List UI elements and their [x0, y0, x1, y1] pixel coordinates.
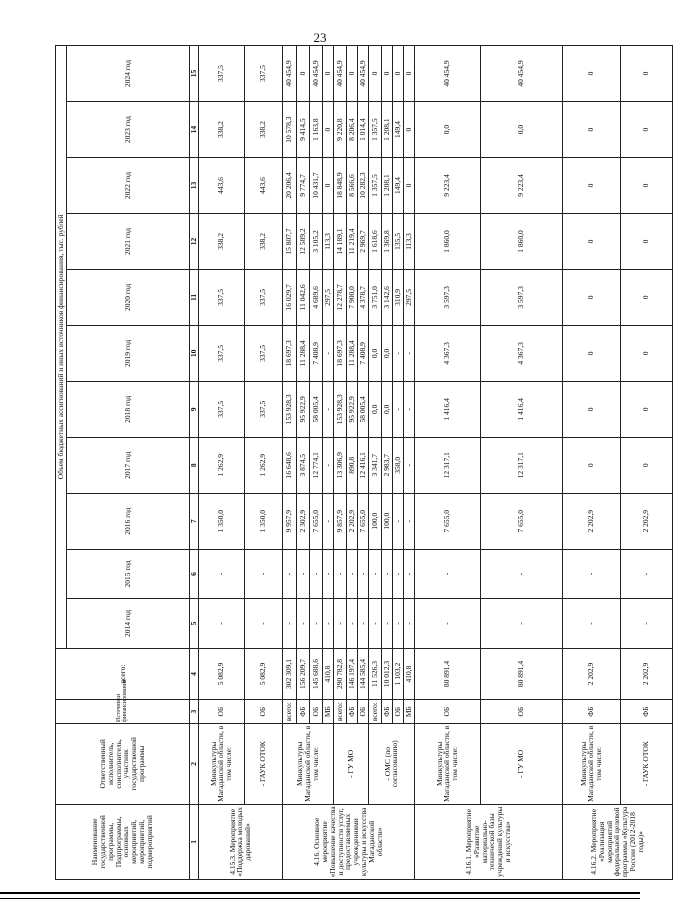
cell-value: 338,2	[244, 102, 282, 158]
cell-value: 145 688,6	[309, 648, 322, 700]
bottom-rule-2	[0, 898, 640, 899]
cell-value: 12 416,1	[357, 437, 368, 493]
cell-value: 0	[381, 46, 392, 102]
header-year: 2019 год	[66, 325, 189, 381]
cell-value: 7 655,0	[480, 493, 562, 549]
cell-value: 40 454,9	[357, 46, 368, 102]
cell-value: 0	[562, 437, 620, 493]
cell-value: -	[296, 599, 309, 648]
cell-value: 3 341,7	[368, 437, 381, 493]
column-number: 8	[189, 437, 198, 493]
cell-value: -	[244, 549, 282, 598]
cell-value: -	[403, 549, 414, 598]
cell-value: 0	[620, 102, 672, 158]
cell-value: 0	[620, 158, 672, 214]
cell-value: 1 350,0	[198, 493, 244, 549]
cell-source: ОБ	[357, 700, 368, 724]
cell-executor: - ГУ МО	[333, 723, 368, 804]
cell-value: 410,8	[403, 648, 414, 700]
cell-name: 4.16. Основное мероприятие «Повышение качества и доступности услуг, предоставляемых учреждениями культуры и искусства Магаданской области»	[282, 804, 414, 879]
table-row	[562, 46, 620, 880]
cell-value: 40 454,9	[333, 46, 346, 102]
cell-value: 0,0	[381, 381, 392, 437]
table-row	[282, 46, 296, 880]
table-row	[198, 46, 244, 880]
cell-value: 0	[620, 46, 672, 102]
cell-value: -	[562, 599, 620, 648]
cell-source: ОБ	[392, 700, 403, 724]
cell-value: -	[368, 599, 381, 648]
cell-value: 0	[562, 213, 620, 269]
cell-value: 16 648,6	[282, 437, 296, 493]
cell-value: 0	[562, 381, 620, 437]
cell-value: -	[322, 325, 333, 381]
cell-value: -	[282, 599, 296, 648]
cell-value: 338,2	[244, 213, 282, 269]
cell-name: 4.16.1. Мероприятие «Развитие материально-технической базы учреждений культуры и искусства»	[414, 804, 562, 879]
column-number: 13	[189, 158, 198, 214]
cell-source: ФБ	[346, 700, 357, 724]
cell-value: 2 202,9	[562, 648, 620, 700]
cell-executor: Минкультуры Магаданской области, в том числе:	[198, 723, 244, 804]
cell-value: 8 206,4	[346, 102, 357, 158]
column-number: 7	[189, 493, 198, 549]
table-row	[333, 46, 346, 880]
cell-value: 0	[562, 102, 620, 158]
header-year: 2014 год	[66, 599, 189, 648]
table-row	[480, 46, 562, 880]
cell-value: 100,0	[381, 493, 392, 549]
cell-value: 0	[296, 46, 309, 102]
cell-value: 1 350,0	[244, 493, 282, 549]
cell-value: 58 005,4	[357, 381, 368, 437]
cell-value: -	[322, 599, 333, 648]
cell-value: 1 416,4	[414, 381, 480, 437]
cell-value: -	[244, 599, 282, 648]
cell-value: 135,5	[392, 213, 403, 269]
cell-value: 153 928,3	[333, 381, 346, 437]
cell-value: -	[620, 599, 672, 648]
cell-value: 1 860,0	[414, 213, 480, 269]
cell-value: 1 618,6	[368, 213, 381, 269]
cell-value: -	[392, 381, 403, 437]
cell-value: 1 014,4	[357, 102, 368, 158]
table-row	[414, 46, 480, 880]
cell-value: 890,8	[346, 437, 357, 493]
cell-value: 2 202,9	[620, 648, 672, 700]
cell-value: 0	[620, 437, 672, 493]
cell-value: 0	[562, 325, 620, 381]
cell-value: 15 807,7	[282, 213, 296, 269]
cell-value: 80 891,4	[480, 648, 562, 700]
cell-value: 95 922,9	[296, 381, 309, 437]
cell-value: 80 891,4	[414, 648, 480, 700]
cell-value: 2 202,9	[562, 493, 620, 549]
cell-source: ОБ	[309, 700, 322, 724]
cell-value: 18 697,3	[333, 325, 346, 381]
cell-value: 2 202,9	[346, 493, 357, 549]
table-row	[244, 46, 282, 880]
header-executor: Ответственный исполнитель, соисполнитель, участник государственной программы	[56, 723, 190, 804]
cell-value: 4 689,6	[309, 269, 322, 325]
header-year: 2022 год	[66, 158, 189, 214]
cell-value: 7 900,0	[346, 269, 357, 325]
cell-value: 310,9	[392, 269, 403, 325]
cell-value: 0,0	[368, 325, 381, 381]
cell-executor: - ГУ МО	[480, 723, 562, 804]
cell-value: 338,2	[198, 102, 244, 158]
column-number: 4	[189, 648, 198, 700]
cell-value: -	[198, 599, 244, 648]
cell-value: 337,5	[244, 381, 282, 437]
cell-value: -	[322, 437, 333, 493]
cell-value: 9 957,9	[282, 493, 296, 549]
cell-value: 0,0	[480, 102, 562, 158]
column-number: 11	[189, 269, 198, 325]
cell-value: 12 317,1	[414, 437, 480, 493]
cell-value: 290 782,8	[333, 648, 346, 700]
cell-value: 9 774,7	[296, 158, 309, 214]
cell-value: 2 969,7	[357, 213, 368, 269]
cell-value: 302 309,1	[282, 648, 296, 700]
cell-value: 18 848,9	[333, 158, 346, 214]
cell-value: -	[403, 599, 414, 648]
cell-value: 149,4	[392, 102, 403, 158]
column-number: 14	[189, 102, 198, 158]
header-year: 2015 год	[66, 549, 189, 598]
cell-value: 9 223,4	[414, 158, 480, 214]
cell-value: 11 288,4	[296, 325, 309, 381]
cell-value: -	[368, 549, 381, 598]
cell-value: -	[480, 549, 562, 598]
cell-value: 13 306,9	[333, 437, 346, 493]
cell-value: 1 369,8	[381, 213, 392, 269]
cell-value: 3 105,2	[309, 213, 322, 269]
cell-value: 9 414,5	[296, 102, 309, 158]
cell-value: -	[403, 437, 414, 493]
cell-value: 1 357,5	[368, 102, 381, 158]
cell-value: -	[346, 599, 357, 648]
cell-value: -	[381, 549, 392, 598]
header-year: 2024 год	[66, 46, 189, 102]
cell-value: 11 042,6	[296, 269, 309, 325]
cell-value: 9 857,9	[333, 493, 346, 549]
header-name: Наименование государственной программы, Подпрограммы, основных мероприятий, мероприятий, подмероприятий	[56, 804, 190, 879]
header-funding-title: Объем бюджетных ассигнований и иных источников финансирования, тыс. рублей	[56, 46, 67, 649]
cell-source: ОБ	[198, 700, 244, 724]
cell-value: 0	[403, 158, 414, 214]
cell-value: 410,8	[322, 648, 333, 700]
cell-value: 3 874,5	[296, 437, 309, 493]
cell-value: 7 408,9	[309, 325, 322, 381]
cell-value: 2 202,9	[620, 493, 672, 549]
cell-value: 1 208,1	[381, 102, 392, 158]
cell-value: -	[392, 549, 403, 598]
cell-source: ОБ	[480, 700, 562, 724]
cell-executor: Минкультуры Магаданской области, в том числе:	[562, 723, 620, 804]
column-number: 10	[189, 325, 198, 381]
cell-value: 337,5	[198, 381, 244, 437]
cell-value: -	[346, 549, 357, 598]
cell-value: 4 367,3	[480, 325, 562, 381]
cell-value: 95 922,9	[346, 381, 357, 437]
cell-value: -	[392, 493, 403, 549]
cell-value: 0	[562, 46, 620, 102]
cell-value: -	[198, 549, 244, 598]
cell-value: 113,3	[322, 213, 333, 269]
cell-value: 3 751,0	[368, 269, 381, 325]
cell-value: 0,0	[414, 102, 480, 158]
cell-value: 0	[620, 269, 672, 325]
cell-value: 1 208,1	[381, 158, 392, 214]
cell-value: 338,2	[198, 213, 244, 269]
cell-value: 1 262,9	[198, 437, 244, 493]
cell-value: 7 655,0	[357, 493, 368, 549]
cell-value: 7 655,0	[414, 493, 480, 549]
header-row-1	[56, 46, 67, 880]
cell-executor: - ГАУК ОТОК	[620, 723, 672, 804]
cell-value: 337,5	[198, 269, 244, 325]
cell-value: 58 005,4	[309, 381, 322, 437]
cell-executor: Минкультуры Магаданской области, в том числе:	[414, 723, 480, 804]
cell-value: 0	[403, 46, 414, 102]
cell-value: 3 597,3	[414, 269, 480, 325]
cell-value: 1 262,9	[244, 437, 282, 493]
cell-value: 40 454,9	[309, 46, 322, 102]
cell-value: 0	[620, 381, 672, 437]
cell-value: 11 288,4	[346, 325, 357, 381]
cell-value: 337,5	[244, 46, 282, 102]
cell-value: 11 526,3	[368, 648, 381, 700]
cell-value: -	[322, 493, 333, 549]
cell-value: 1 416,4	[480, 381, 562, 437]
cell-value: -	[357, 599, 368, 648]
cell-value: 1 357,5	[368, 158, 381, 214]
cell-value: -	[403, 381, 414, 437]
cell-value: 443,6	[198, 158, 244, 214]
cell-value: 144 585,4	[357, 648, 368, 700]
table-body	[198, 46, 672, 880]
column-number: 12	[189, 213, 198, 269]
cell-value: 2 302,9	[296, 493, 309, 549]
cell-value: 297,5	[322, 269, 333, 325]
cell-value: 0	[620, 325, 672, 381]
cell-value: 12 317,1	[480, 437, 562, 493]
cell-value: -	[333, 549, 346, 598]
column-number: 3	[189, 700, 198, 724]
cell-source: ФБ	[296, 700, 309, 724]
cell-executor: - ГАУК ОТОК	[244, 723, 282, 804]
cell-value: 40 454,9	[282, 46, 296, 102]
cell-value: 0	[403, 102, 414, 158]
cell-value: 11 219,4	[346, 213, 357, 269]
header-year: 2017 год	[66, 437, 189, 493]
cell-source: МБ	[322, 700, 333, 724]
cell-value: 9 223,4	[480, 158, 562, 214]
cell-value: 337,5	[244, 325, 282, 381]
header-year: 2016 год	[66, 493, 189, 549]
cell-value: 156 209,7	[296, 648, 309, 700]
cell-value: 100,0	[368, 493, 381, 549]
cell-source: ОБ	[414, 700, 480, 724]
cell-value: 0,0	[381, 325, 392, 381]
funding-table	[55, 45, 673, 880]
cell-value: 5 082,9	[244, 648, 282, 700]
bottom-rule	[0, 892, 640, 894]
cell-value: -	[333, 599, 346, 648]
cell-value: 0,0	[368, 381, 381, 437]
header-year: 2020 год	[66, 269, 189, 325]
cell-value: 4 378,7	[357, 269, 368, 325]
cell-value: 0	[322, 102, 333, 158]
column-number: 6	[189, 549, 198, 598]
cell-value: 337,5	[198, 325, 244, 381]
cell-value: 9 220,8	[333, 102, 346, 158]
cell-value: 153 928,3	[282, 381, 296, 437]
cell-value: 2 983,7	[381, 437, 392, 493]
header-year: 2021 год	[66, 213, 189, 269]
header-year: 2018 год	[66, 381, 189, 437]
cell-value: 337,5	[244, 269, 282, 325]
cell-value: -	[282, 549, 296, 598]
cell-value: 0	[368, 46, 381, 102]
cell-value: 3 597,3	[480, 269, 562, 325]
rotated-table-block	[55, 45, 651, 880]
cell-value: -	[322, 381, 333, 437]
cell-executor: Минкультуры Магаданской области, в том числе:	[282, 723, 333, 804]
cell-value: 10 431,7	[309, 158, 322, 214]
cell-value: -	[403, 325, 414, 381]
cell-value: 0	[562, 269, 620, 325]
cell-source: ФБ	[562, 700, 620, 724]
cell-value: 149,4	[392, 158, 403, 214]
cell-value: -	[403, 493, 414, 549]
cell-value: -	[357, 549, 368, 598]
cell-value: 337,5	[198, 46, 244, 102]
column-number-row	[189, 46, 198, 880]
column-number: 5	[189, 599, 198, 648]
cell-source: всего:	[282, 700, 296, 724]
cell-source: всего:	[368, 700, 381, 724]
cell-value: 146 197,4	[346, 648, 357, 700]
cell-value: 5 082,9	[198, 648, 244, 700]
header-total: всего:	[56, 648, 190, 700]
cell-value: 0	[322, 46, 333, 102]
cell-source: ФБ	[620, 700, 672, 724]
cell-value: 0	[346, 46, 357, 102]
header-source: Источники финансирования	[56, 700, 190, 724]
cell-value: 4 367,3	[414, 325, 480, 381]
cell-value: 443,6	[244, 158, 282, 214]
cell-value: -	[620, 549, 672, 598]
header-year: 2023 год	[66, 102, 189, 158]
cell-value: 1 163,8	[309, 102, 322, 158]
page-number: 23	[313, 30, 327, 45]
cell-value: 113,3	[403, 213, 414, 269]
cell-value: 0	[392, 46, 403, 102]
cell-value: -	[322, 549, 333, 598]
cell-value: 358,0	[392, 437, 403, 493]
cell-value: -	[309, 549, 322, 598]
cell-value: -	[392, 325, 403, 381]
cell-value: -	[381, 599, 392, 648]
cell-value: 3 142,6	[381, 269, 392, 325]
cell-value: 40 454,9	[480, 46, 562, 102]
cell-value: 10 578,3	[282, 102, 296, 158]
cell-name: 4.16.2. Мероприятие «Реализация мероприятий федеральной целевой программы «Культура России (2012-2018 годы)»	[562, 804, 672, 879]
cell-value: 10 282,3	[357, 158, 368, 214]
column-number: 9	[189, 381, 198, 437]
cell-value: 16 029,7	[282, 269, 296, 325]
cell-source: всего:	[333, 700, 346, 724]
cell-value: -	[309, 599, 322, 648]
cell-source: ОБ	[244, 700, 282, 724]
cell-name: 4.15.3. Мероприятие «Поддержка молодых дарований»	[198, 804, 282, 879]
cell-value: 12 774,1	[309, 437, 322, 493]
cell-value: 12 278,7	[333, 269, 346, 325]
cell-value: 14 189,1	[333, 213, 346, 269]
cell-value: 8 566,6	[346, 158, 357, 214]
table-row	[620, 46, 672, 880]
cell-value: -	[392, 599, 403, 648]
column-number: 15	[189, 46, 198, 102]
cell-value: 40 454,9	[414, 46, 480, 102]
cell-value: 7 408,9	[357, 325, 368, 381]
cell-value: 1 860,0	[480, 213, 562, 269]
cell-value: 18 697,3	[282, 325, 296, 381]
cell-value: -	[414, 549, 480, 598]
cell-value: 7 655,0	[309, 493, 322, 549]
cell-value: 297,5	[403, 269, 414, 325]
cell-value: -	[562, 549, 620, 598]
cell-value: 10 012,3	[381, 648, 392, 700]
cell-executor: - ОМС (по согласованию)	[368, 723, 414, 804]
cell-source: МБ	[403, 700, 414, 724]
cell-value: -	[414, 599, 480, 648]
cell-value: -	[296, 549, 309, 598]
column-number: 2	[189, 723, 198, 804]
cell-value: 20 206,4	[282, 158, 296, 214]
column-number: 1	[189, 804, 198, 879]
cell-value: 12 589,2	[296, 213, 309, 269]
table-row	[368, 46, 381, 880]
cell-value: 1 103,2	[392, 648, 403, 700]
cell-value: 0	[620, 213, 672, 269]
cell-value: 0	[322, 158, 333, 214]
cell-value: 0	[562, 158, 620, 214]
cell-source: ФБ	[381, 700, 392, 724]
cell-value: -	[480, 599, 562, 648]
